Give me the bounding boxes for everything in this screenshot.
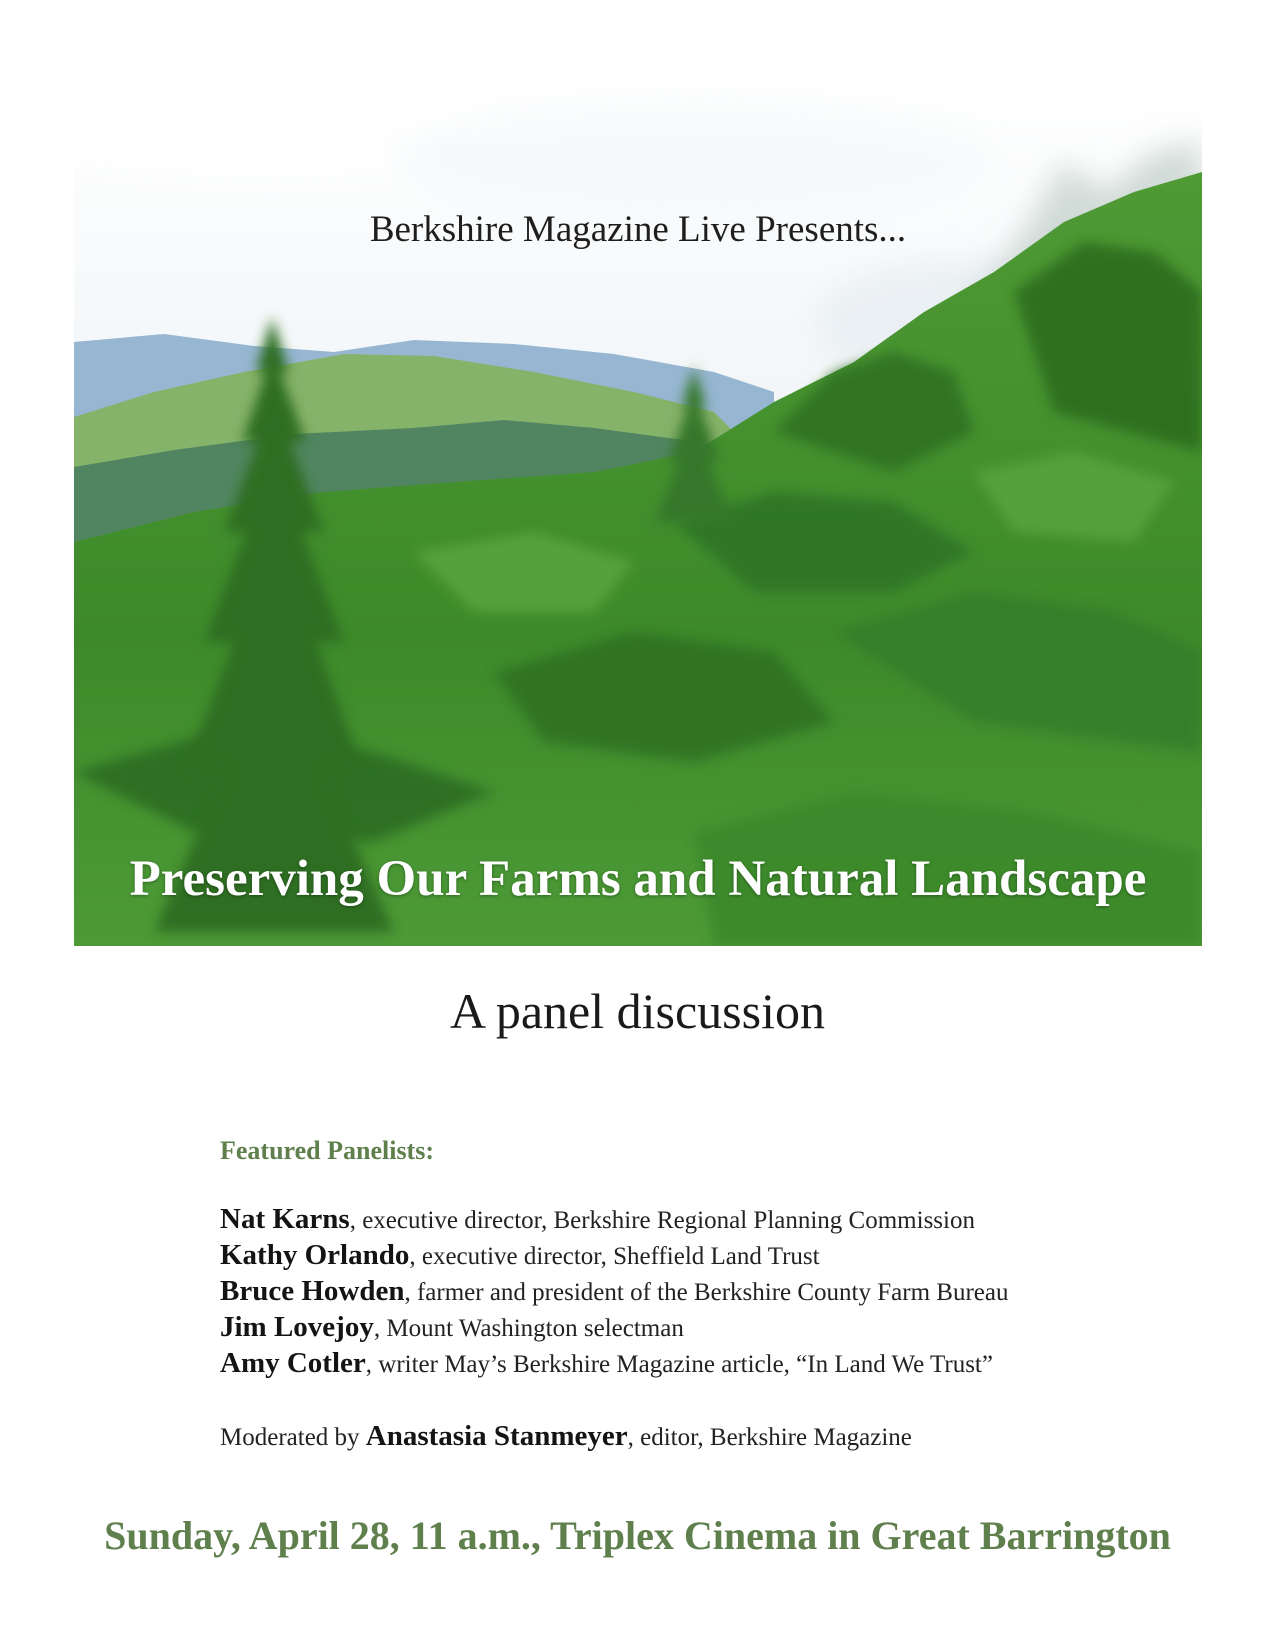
panelist-name: Jim Lovejoy [220, 1311, 374, 1343]
panelist-role: , farmer and president of the Berkshire County Farm Bureau [404, 1279, 1009, 1306]
panelist-name: Bruce Howden [220, 1275, 405, 1307]
panelist-role: , executive director, Berkshire Regional Planning Commission [349, 1207, 975, 1234]
panelist-name: Nat Karns [220, 1203, 350, 1235]
event-details: Sunday, April 28, 11 a.m., Triplex Cinema in Great Barrington [104, 1513, 1171, 1558]
moderator-line [220, 1420, 1200, 1453]
panelist-entry [220, 1274, 1200, 1310]
panelist-role: , Mount Washington selectman [373, 1315, 684, 1342]
panelist-role: , writer May’s Berkshire Magazine article, “In Land We Trust” [365, 1351, 993, 1378]
panelist-name: Kathy Orlando [220, 1239, 410, 1271]
panelists-section [220, 1136, 1200, 1453]
panelist-entry [220, 1346, 1200, 1382]
panelist-entry [220, 1310, 1200, 1346]
panelist-entry [220, 1238, 1200, 1274]
landscape-painting [74, 72, 1202, 946]
panelist-entry [220, 1202, 1200, 1238]
event-title: Preserving Our Farms and Natural Landscape [129, 851, 1147, 907]
panelist-role: , executive director, Sheffield Land Trust [409, 1243, 820, 1270]
moderator-name: Anastasia Stanmeyer [365, 1420, 628, 1452]
moderator-prefix: Moderated by [220, 1424, 366, 1451]
presenter-line: Berkshire Magazine Live Presents... [369, 209, 907, 250]
hero-painting [74, 72, 1202, 946]
event-subtitle: A panel discussion [450, 983, 825, 1039]
panelist-name: Amy Cotler [220, 1347, 366, 1379]
panelists-heading: Featured Panelists: [220, 1136, 434, 1165]
moderator-role: , editor, Berkshire Magazine [627, 1424, 912, 1451]
